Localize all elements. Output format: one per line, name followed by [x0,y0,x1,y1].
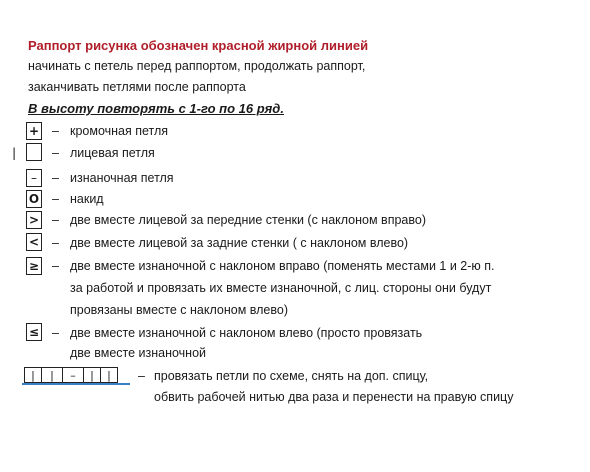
legend-dash: – [52,146,59,160]
legend-dash: – [52,192,59,206]
legend-symbol-p2tog-right: ≥ [26,257,42,275]
legend-dash: – [138,369,145,383]
legend-text-p2tog-left-line-2: две вместе изнаночной [70,346,207,360]
intro-line-2: заканчивать петлями после раппорта [28,80,246,94]
cable-text-line-2: обвить рабочей нитью два раза и перенести на правую спицу [154,390,514,404]
legend-dash: – [52,124,59,138]
cable-cell: | [83,367,101,383]
legend-dash: – [52,171,59,185]
legend-text-edge: кромочная петля [70,124,169,138]
repeat-rows-note: В высоту повторять с 1-го по 16 ряд. [28,101,284,116]
cable-cell: – [62,367,84,383]
cable-symbol-group [24,367,117,383]
legend-text-yarn-over: накид [70,192,104,206]
intro-line-1: начинать с петель перед раппортом, продолжать раппорт, [28,59,366,73]
legend-symbol-p2tog-left: ≤ [26,323,42,341]
legend-text-p2tog-right-line-3: провязаны вместе с наклоном влево) [70,303,288,317]
title: Раппорт рисунка обозначен красной жирной линией [28,38,369,53]
legend-text-p2tog-right-line-2: за работой и провязать их вместе изнаночной, с лиц. стороны они будут [70,281,492,295]
legend-text-purl: изнаночная петля [70,171,174,185]
legend-symbol-knit: | [12,145,17,160]
legend-text-knit: лицевая петля [70,146,155,160]
cable-cell: | [24,367,42,383]
legend-text-k2tog-left: две вместе лицевой за задние стенки ( с наклоном влево) [70,236,409,250]
legend-dash: – [52,213,59,227]
cable-cell: | [41,367,63,383]
legend-dash: – [52,326,59,340]
legend-text-p2tog-right: две вместе изнаночной с наклоном вправо (поменять местами 1 и 2-ю п. [70,259,495,273]
legend-symbol-k2tog-right: > [26,211,42,229]
cable-underline [22,383,130,385]
legend-symbol-knit-box [26,143,42,161]
cable-cell: | [100,367,118,383]
legend-text-p2tog-left: две вместе изнаночной с наклоном влево (просто провязать [70,326,423,340]
legend-dash: – [52,259,59,273]
legend-dash: – [52,236,59,250]
legend-symbol-edge: + [26,122,42,140]
legend-symbol-k2tog-left: < [26,233,42,251]
legend-text-k2tog-right: две вместе лицевой за передние стенки (с наклоном вправо) [70,213,426,227]
legend-symbol-yarn-over: О [26,190,42,208]
cable-text: провязать петли по схеме, снять на доп. спицу, [154,369,429,383]
legend-symbol-purl: – [26,169,42,187]
